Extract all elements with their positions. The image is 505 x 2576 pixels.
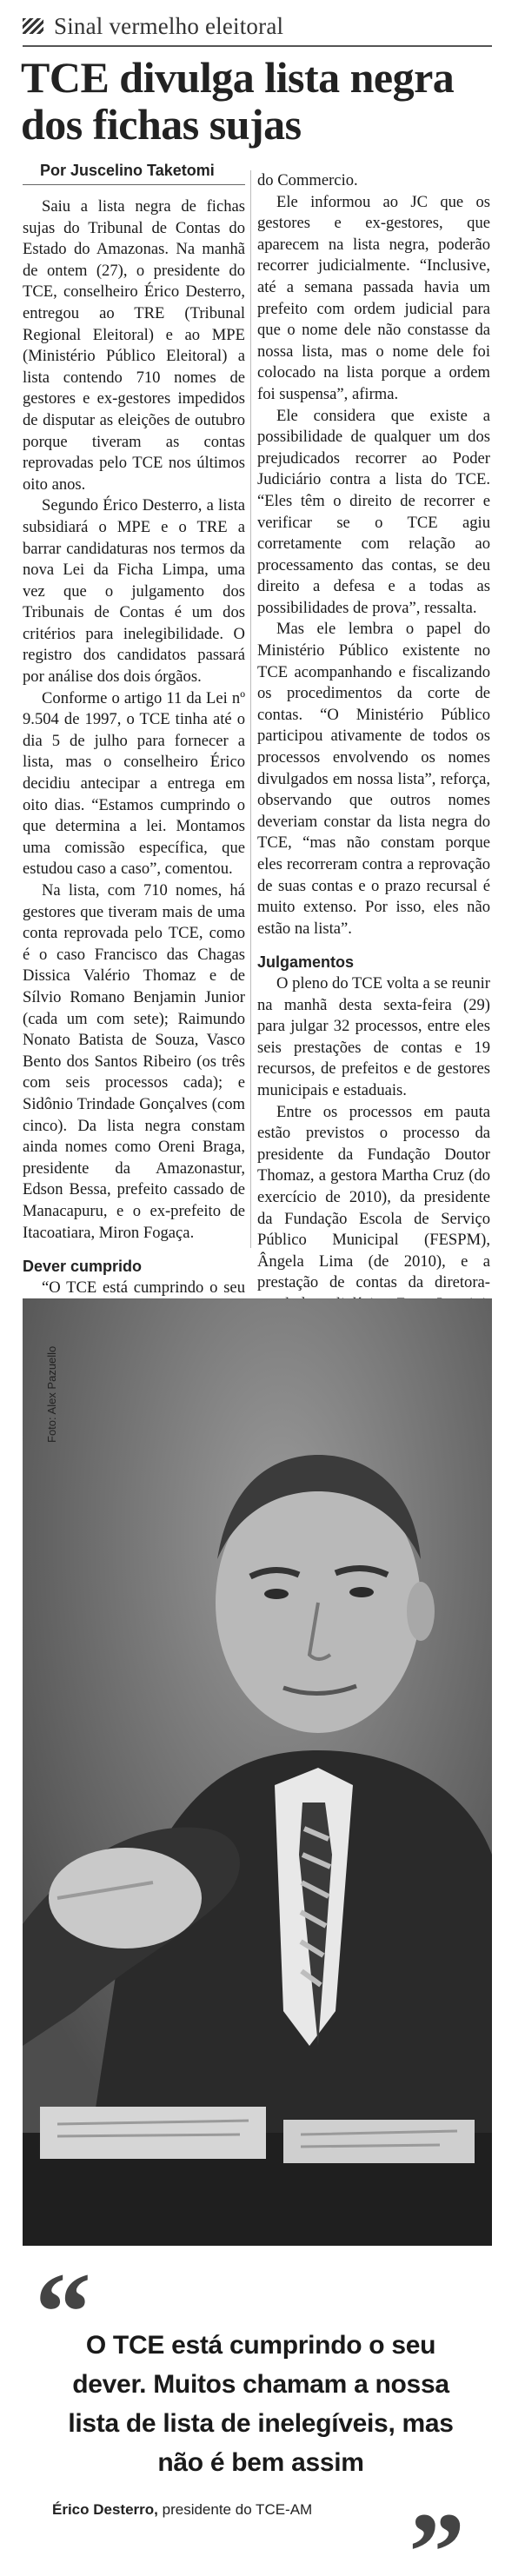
section-rule [23, 45, 492, 47]
byline-rule [23, 184, 245, 185]
paragraph: O pleno do TCE volta a se reunir na manhã desta sexta-feira (29) para julgar 32 processos, entre eles seis prestações de contas e 19 recursos, de prefeitos e de gestores municipais e estaduais. [257, 973, 490, 1099]
subhead-julgamentos: Julgamentos [257, 953, 355, 972]
paragraph: Na lista, com 710 nomes, há gestores que tiveram mais de uma conta reprovada pelo TCE, como é o caso Francisco das Chagas Dissica Valério Thomaz e de Sílvio Romano Benjamin Junior (cada um com sete); Raimundo Nonato Batista de Souza, Vasco Bento dos Santos Ribeiro (os três com seis processos cada); e Sidônio Trindade Gonçalves (com cinco). Da lista negra constam ainda nomes como Oreni Braga, presidente da Amazonastur, Edson Bessa, prefeito cassado de Manacapuru, e o ex-prefeito de Itacoatiara, Miron Fogaça. [23, 881, 245, 1242]
paragraph: Conforme o artigo 11 da Lei nº 9.504 de 1997, o TCE tinha até o dia 5 de julho para fornecer a lista, mas o conselheiro Érico decidiu antecipar a entrega em oito dias. “Estamos cumprindo o que determina a lei. Montamos uma comissão específica, que estudou caso a caso”, comentou. [23, 688, 245, 879]
paragraph: Ele considera que existe a possibilidade de qualquer um dos prejudicados recorrer ao Poder Judiciário contra a lista do TCE. “Eles têm o direito de recorrer e verificar se o TCE agiu corretamente com relação ao processamento das contas, se deu direito a defesa e a todas as possibilidades de prova”, ressalta. [257, 406, 490, 617]
open-quote-mark: “ [35, 2250, 91, 2375]
section-header [23, 12, 492, 40]
pull-quote-text: O TCE está cumprindo o seu dever. Muitos chamam a nossa lista de lista de inelegíveis, mas não é bem assim [68, 2331, 454, 2477]
paragraph: Saiu a lista negra de fichas sujas do Tribunal de Contas do Estado do Amazonas. Na manhã de ontem (27), o presidente do TCE, conselheiro Érico Desterro, entregou ao TRE (Tribunal Regional Eleitoral) e ao MPE (Ministério Público Eleitoral) a lista contendo 710 nomes de gestores e ex-gestores impedidos de disputar as eleições de outubro porque tiveram as contas reprovadas pelo TCE nos últimos oito anos. [23, 197, 245, 494]
column-divider [250, 170, 251, 1248]
quote-person-name: Érico Desterro, [52, 2501, 158, 2518]
byline: Por Juscelino Taketomi [40, 162, 215, 179]
headline: TCE divulga lista negra dos fichas sujas [21, 53, 455, 149]
section-label: Sinal vermelho eleitoral [54, 12, 284, 39]
paragraph: do Commercio. [257, 171, 358, 189]
pull-quote-attribution [52, 2501, 417, 2519]
photo-erico-desterro [23, 1298, 492, 2246]
section-marker-icon [23, 18, 43, 34]
paragraph: Entre os processos em pauta estão previstos o processo da presidente da Fundação Doutor Thomaz, a gestora Martha Cruz (do exercício de 2010), da presidente da Fundação Escola de Serviço Público Municipal (FESPM), Ângela Lima (de 2010), e a prestação de contas da diretora- [257, 1102, 490, 1292]
paragraph: Ele informou ao JC que os gestores e ex-gestores, que aparecem na lista negra, poderão recorrer judicialmente. “Inclusive, até a semana passada havia um prefeito com ordem judicial para que o nome dele não constasse da nossa lista, mas o nome dele foi colocado na lista porque a ordem foi suspensa”, afirma. [257, 192, 490, 403]
paragraph: Mas ele lembra o papel do Ministério Público existente no TCE acompanhando e fiscalizando os procedimentos da corte de contas. “O Ministério Público participou ativamente de todos os processos envolvendo os nomes divulgados em nossa lista”, reforça, observando que outros nomes deveriam constar da lista negra do TCE, “mas não constam porque eles recorreram contra a reprovação de suas contas e o prazo recursal é muito extenso. Por isso, eles não estão na lista”. [257, 620, 490, 938]
close-quote-mark: ” [409, 2490, 465, 2576]
paragraph: Segundo Érico Desterro, a lista subsidiará o MPE e o TRE a barrar candidaturas nos termos da nova Lei da Ficha Limpa, uma vez que o julgamento dos Tribunais de Contas é um dos critérios para inelegibilidade. O registro dos candidatos passará por análise dos dois órgãos. [23, 496, 245, 687]
quote-person-role: presidente do TCE-AM [162, 2501, 313, 2518]
paragraph: “O TCE está cumprindo o seu [42, 1278, 245, 1297]
subhead-dever-cumprido: Dever cumprido [23, 1258, 143, 1276]
photo-illustration [23, 1298, 492, 2246]
photo-credit: Foto: Alex Pazuello [45, 1345, 58, 1443]
